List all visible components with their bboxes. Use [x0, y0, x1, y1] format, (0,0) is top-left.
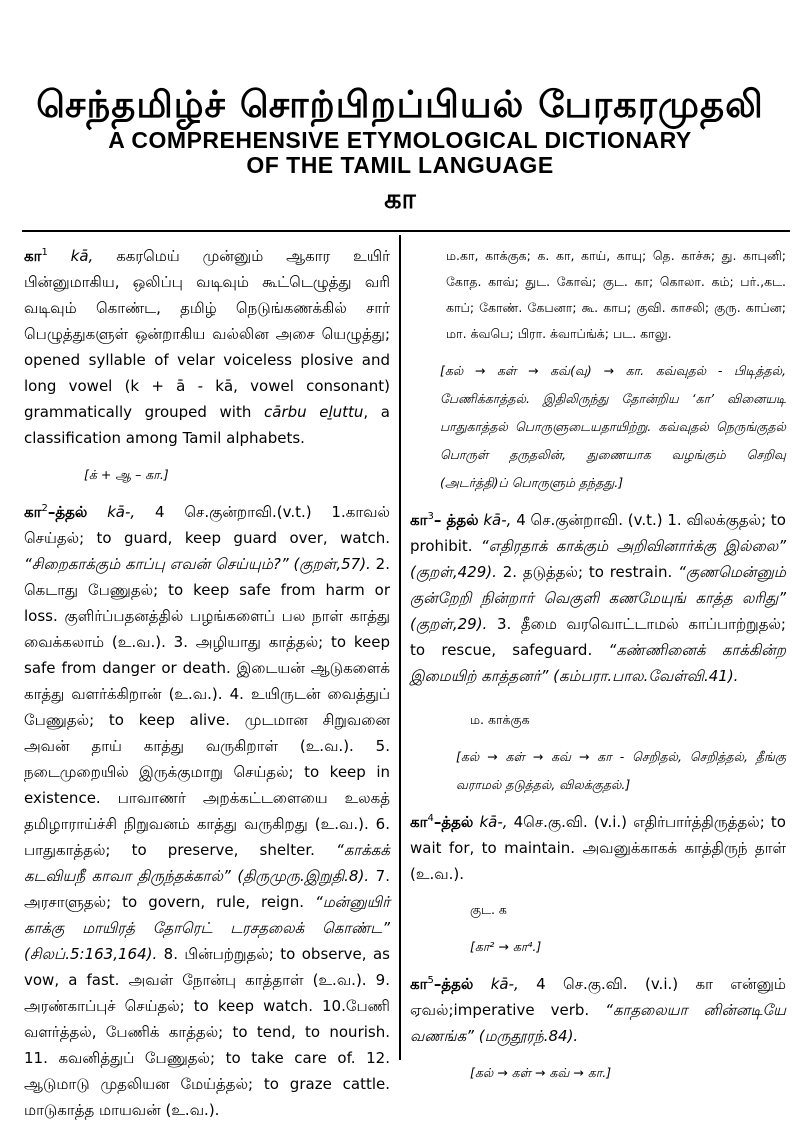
tamil-title: செந்தமிழ்ச் சொற்பிறப்பியல் பேரகரமுதலி: [36, 83, 764, 126]
entry-ka-1: [24, 243, 390, 451]
entry-ka-5: [410, 971, 786, 1049]
english-title-line2: OF THE TAMIL LANGUAGE: [246, 152, 554, 178]
definition: 8. பின்பற்றுதல்; to observe, as vow, a fast. அவள் நோன்பு காத்தாள் (உ.வ.). 9. அரண்காப்புச் செய்தல்; to keep watch. 10.பேணி வளர்த்தல், பேணிக் காத்தல்; to tend, to nourish. 11. கவனித்துப் பேணுதல்; to take care of. 12. ஆடுமாடு முதலியன மேய்த்தல்; to graze cattle. மாடுகாத்த மாயவன் (உ.வ.).: [24, 945, 390, 1119]
entry-ka-2: [24, 499, 390, 1123]
headword: கா: [410, 813, 428, 831]
superscript: 2: [41, 503, 48, 514]
headword-suffix: – த்தல்: [433, 511, 479, 529]
cognates: குட. க: [470, 902, 507, 917]
superscript: 4: [427, 813, 434, 824]
quotation: “எதிரதாக் காக்கும் அறிவினார்க்கு இல்லை” (குறள்,429).: [410, 537, 786, 581]
definition: 3. தீமை வரவொட்டாமல் காப்பாற்றுதல்; to rescue, safeguard.: [410, 615, 786, 659]
headword: கா: [410, 511, 428, 529]
headword: கா: [410, 975, 428, 993]
definition: 4செ.கு.வி. (v.i.) எதிர்பார்த்திருத்தல்; to wait for, to maintain. அவனுக்காகக் காத்திருந் தாள் (உ.வ.).: [410, 813, 786, 883]
quotation: “காக்கக் கடவியநீ காவா திருந்தக்கால்” (திருமுரு.இறுதி.8).: [24, 841, 390, 885]
headword-suffix: –த்தல்: [433, 813, 474, 831]
definition: ககரமெய் முன்னும் ஆகார உயிர் பின்னுமாகிய, ஒலிப்பு வடிவும் கூட்டெழுத்து வரி வடிவும் கொண்ட, தமிழ் நெடுங்கணக்கில் சார் பெழுத்துகளுள் ஒன்றாகிய வல்லின அசை யெழுத்து; opened syllable of velar voiceless plosive and long vowel (k + ā - kā, vowel consonant) grammatically grouped with: [24, 247, 390, 421]
column-divider: [399, 235, 401, 1060]
quotation: “காதலையா னின்னடியே வணங்க” (மருதூரந்.84).: [410, 1001, 786, 1045]
superscript: 3: [427, 511, 434, 522]
superscript: 5: [427, 975, 434, 986]
page-header: [0, 0, 800, 216]
transliteration: kā,: [70, 247, 94, 265]
definition: 2. கெடாது பேணுதல்; to keep safe from harm or loss. குளிர்ப்பதனத்தில் பழங்களைப் பல நாள் காத்து வைக்கலாம் (உ.வ.). 3. அழியாது காத்தல்; to keep safe from danger or death. இடையன் ஆடுகளைக் காத்து வளர்க்கிறான் (உ.வ.). 4. உயிருடன் வைத்துப் பேணுதல்; to keep alive. முடமான சிறுவனை அவன் தாய் காத்து வருகிறாள் (உ.வ.). 5. நடைமுறையில் இருக்குமாறு செய்தல்; to keep in existence. பாவாணர் அறக்கட்டளையை உலகத் தமிழாராய்ச்சி நிறுவனம் காத்து வருகிறது (உ.வ.). 6. பாதுகாத்தல்; to preserve, shelter.: [24, 555, 390, 859]
etymology-note: [கல் → கள் → கவ் → கா.]: [470, 1065, 612, 1080]
top-rule: [22, 230, 790, 232]
headword-suffix: –த்தல்: [47, 503, 88, 521]
definition-tail: , a classification among Tamil alphabets.: [24, 403, 390, 447]
quotation: “சிறைகாக்கும் காப்பு எவன் செய்யும்?” (குறள்,57).: [24, 555, 371, 573]
headword: கா: [24, 503, 42, 521]
cognates: ம.கா, காக்குக; க. கா, காய், காயு; தெ. காச்சு; து. காபுனி; கோத. காவ்; துட. கோவ்; குட. கா; கொலா. கம்; பர்.,கட. காப்; கோண். கேபனா; கூ. காப; குவி. காசலி; குரு. காப்ன; மா. க்வபெ; பிரா. க்வாப்ங்க்; பட. காலு.: [446, 248, 786, 341]
definition: 4 செ.கு.வி. (v.i.) கா என்னும் ஏவல்;imperative verb.: [410, 975, 786, 1019]
entry-ka-3: [410, 507, 786, 689]
headword: கா: [24, 247, 42, 265]
etymology-note: [கல் → கள் → கவ்(வு) → கா. கவ்வுதல் - பிடித்தல், பேணிக்காத்தல். இதிலிருந்து தோன்றிய ‘கா’ வினையடி பாதுகாத்தல் பொருளுடையதாயிற்று. கவ்வுதல் நெருங்குதல் பொருள் தருதலின், துணையாக வழங்கும் செறிவு (அடர்த்தி)ப் பொருளும் தந்தது.]: [440, 363, 786, 490]
headword-suffix: –த்தல்: [433, 975, 474, 993]
definition: 2. தடுத்தல்; to restrain.: [502, 563, 673, 581]
quotation: “கண்ணினைக் காக்கின்ற இமையிற் காத்தனர்” (கம்பரா.பால.வேள்வி.41).: [410, 641, 786, 685]
term-italic: cārbu eḻuttu: [264, 403, 364, 421]
definition: 7. அரசாளுதல்; to govern, rule, reign.: [24, 867, 390, 911]
quotation: “குணமென்னும் குன்றேறி நின்றார் வெகுளி கணமேயுங் காத்த லரிது” (குறள்,29).: [410, 563, 786, 633]
cognates: ம. காக்குக: [470, 712, 530, 727]
transliteration: kā-,: [483, 511, 512, 529]
left-column: [24, 243, 390, 1123]
quotation: “மன்னுயிர் காக்கு மாயிரத் தோரெட் டரசதலைக் கொண்ட” (சிலப்.5:163,164).: [24, 893, 390, 963]
english-title-line1: A COMPREHENSIVE ETYMOLOGICAL DICTIONARY: [108, 127, 692, 153]
transliteration: kā-,: [107, 503, 136, 521]
section-letter: கா: [384, 184, 416, 215]
right-column: [410, 243, 786, 1087]
etymology-note: [கா² → கா⁴.]: [470, 939, 542, 954]
entry-ka-4: [410, 809, 786, 887]
definition: 4 செ.குன்றாவி.(v.t.) 1.காவல் செய்தல்; to guard, keep guard over, watch.: [24, 503, 390, 547]
etymology-note: [க் + ஆ – கா.]: [84, 467, 169, 482]
transliteration: kā-,: [490, 975, 519, 993]
definition: 4 செ.குன்றாவி. (v.t.) 1. விலக்குதல்; to prohibit.: [410, 511, 786, 555]
transliteration: kā-,: [479, 813, 508, 831]
etymology-note: [கல் → கள் → கவ் → கா - செறிதல், செறித்தல், தீங்கு வராமல் தடுத்தல், விலக்குதல்.]: [456, 749, 786, 792]
superscript: 1: [41, 247, 48, 258]
